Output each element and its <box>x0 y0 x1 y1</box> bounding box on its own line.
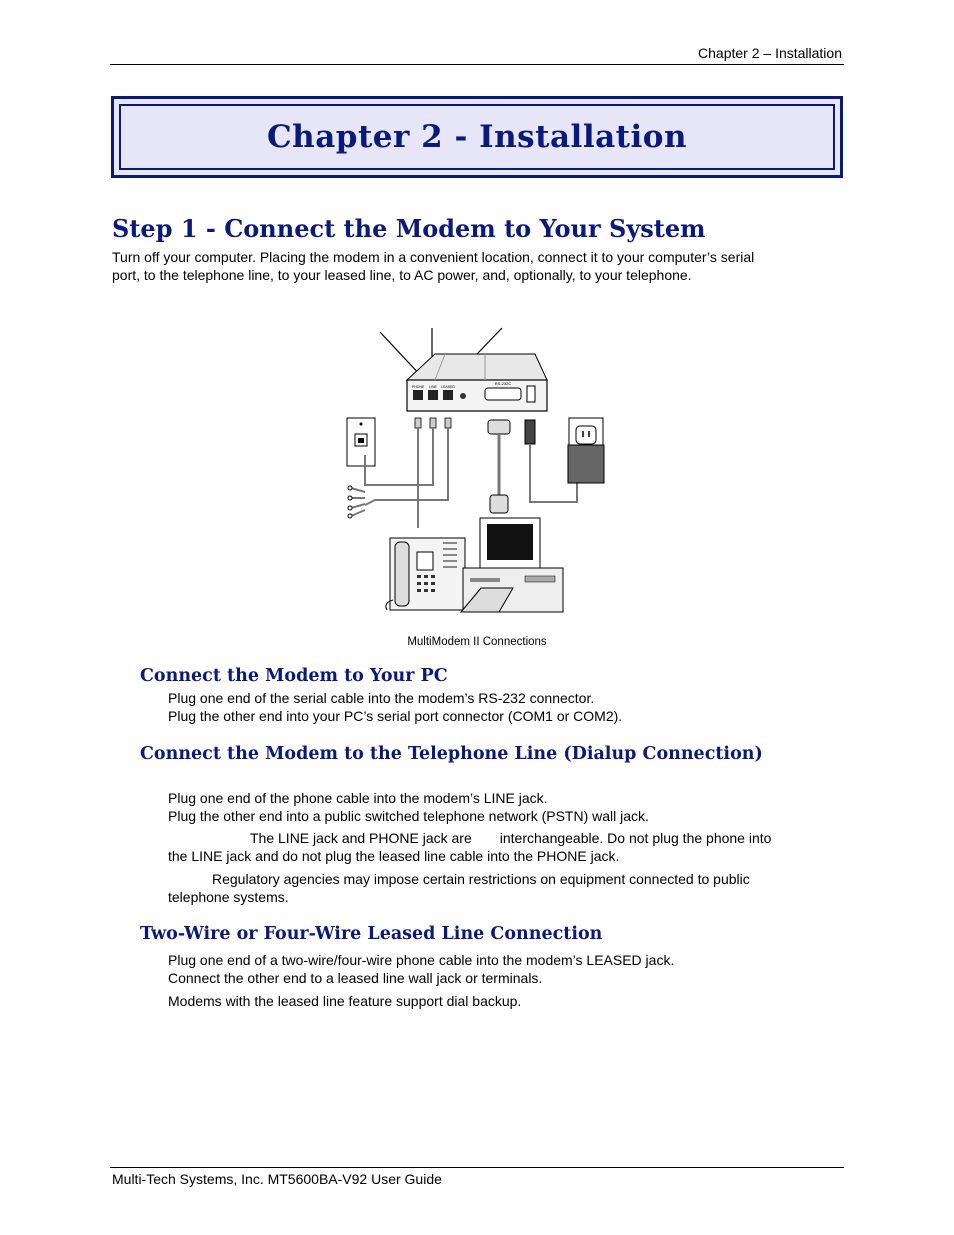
line-note-2-line1: Regulatory agencies may impose certain restrictions on equipment connected to public <box>212 871 750 887</box>
line-note-1-part1: The LINE jack and PHONE jack are <box>250 830 472 846</box>
figure-caption: MultiModem II Connections <box>407 636 547 648</box>
line-note-2 <box>168 870 838 906</box>
wall-phone-jack-icon <box>347 418 375 466</box>
modem-icon <box>407 354 547 411</box>
step1-intro-line2: port, to the telephone line, to your leased line, to AC power, and, optionally, to your telephone. <box>112 267 692 283</box>
port-label-phone: PHONE <box>411 385 425 389</box>
leased-step-2: Connect the other end to a leased line wall jack or terminals. <box>168 970 543 986</box>
pc-step-1: Plug one end of the serial cable into the modem’s RS-232 connector. <box>168 690 595 706</box>
line-section-heading: Connect the Modem to the Telephone Line (Dialup Connection) <box>140 744 763 764</box>
port-label-line: LINE <box>429 385 437 389</box>
pc-step-2: Plug the other end into your PC’s serial port connector (COM1 or COM2). <box>168 708 623 724</box>
step1-intro-line1: Turn off your computer. Placing the modem in a convenient location, connect it to your computer’s serial <box>112 249 755 265</box>
line-note-1-part2: interchangeable. Do not plug the phone into <box>499 830 772 846</box>
footer-rule <box>110 1167 844 1168</box>
chapter-title: Chapter 2 - Installation <box>266 119 687 155</box>
ac-outlet-adapter-icon <box>568 418 604 483</box>
header-rule <box>110 64 844 65</box>
chapter-banner-inner <box>119 104 835 170</box>
rs232-label: RS-232C <box>494 381 512 386</box>
computer-icon <box>461 518 563 612</box>
chapter-banner <box>111 96 843 178</box>
pc-section-heading: Connect the Modem to Your PC <box>140 666 448 686</box>
line-note-2-line2: telephone systems. <box>168 889 289 905</box>
running-header: Chapter 2 – Installation <box>698 45 842 61</box>
line-step-1: Plug one end of the phone cable into the modem’s LINE jack. <box>168 790 548 806</box>
telephone-icon <box>386 538 465 610</box>
footer-text: Multi-Tech Systems, Inc. MT5600BA-V92 User Guide <box>112 1171 442 1187</box>
line-step-2: Plug the other end into a public switched telephone network (PSTN) wall jack. <box>168 808 649 824</box>
step1-heading: Step 1 - Connect the Modem to Your System <box>112 214 706 243</box>
serial-cable-icon <box>488 420 577 513</box>
line-note-1 <box>168 829 838 865</box>
line-note-1-line2: the LINE jack and do not plug the leased line cable into the PHONE jack. <box>168 848 620 864</box>
modem-connections-diagram <box>335 320 625 620</box>
leased-line-terminals-icon <box>348 486 352 518</box>
leased-step-1: Plug one end of a two-wire/four-wire phone cable into the modem’s LEASED jack. <box>168 952 675 968</box>
leased-note: Modems with the leased line feature support dial backup. <box>168 993 522 1009</box>
port-label-leased: LEASED <box>441 385 455 389</box>
leased-section-heading: Two-Wire or Four-Wire Leased Line Connection <box>140 924 603 944</box>
